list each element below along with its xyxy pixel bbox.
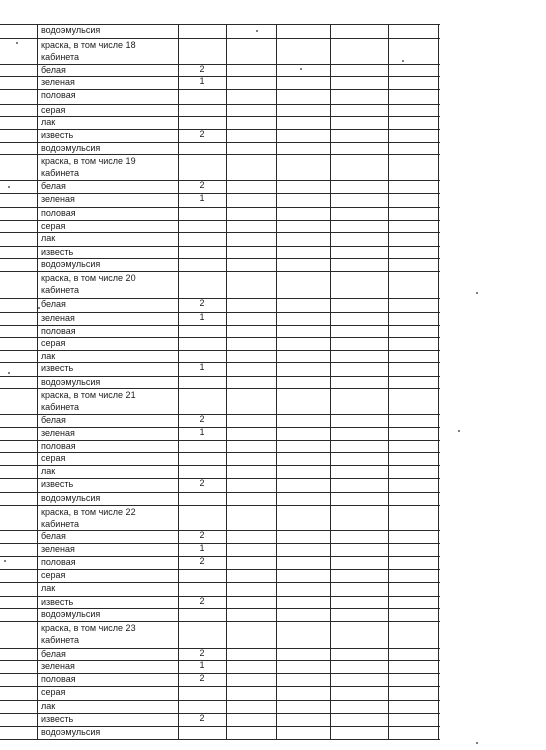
row-quantity: 2 — [199, 713, 205, 723]
row-label: известь — [41, 479, 74, 489]
row-label: лак — [41, 351, 56, 361]
row-label: половая — [41, 90, 76, 100]
row-label: белая — [41, 415, 66, 425]
scan-speck — [38, 307, 40, 309]
row-quantity: 1 — [199, 660, 205, 670]
row-label: половая — [41, 674, 76, 684]
scan-speck — [8, 372, 10, 374]
row-quantity: 2 — [199, 673, 205, 683]
row-rule — [0, 232, 440, 233]
scan-speck — [476, 292, 478, 294]
row-label: известь — [41, 363, 74, 373]
row-label: половая — [41, 441, 76, 451]
column-rule — [438, 24, 439, 740]
row-label: зеленая — [41, 544, 75, 554]
row-label: водоэмульсия — [41, 377, 101, 387]
row-label: краска, в том числе 22 кабинета — [41, 507, 136, 529]
row-label: серая — [41, 221, 66, 231]
column-rule — [276, 24, 277, 740]
row-quantity: 1 — [199, 543, 205, 553]
row-rule — [0, 452, 440, 453]
row-label: известь — [41, 247, 74, 257]
row-rule — [0, 337, 440, 338]
row-rule — [0, 686, 440, 687]
row-label: белая — [41, 65, 66, 75]
row-label: лак — [41, 466, 56, 476]
row-quantity: 2 — [199, 180, 205, 190]
scan-speck — [300, 68, 302, 70]
column-rule — [178, 24, 179, 740]
column-rule — [226, 24, 227, 740]
scan-speck — [16, 42, 18, 44]
row-quantity: 2 — [199, 64, 205, 74]
row-rule — [0, 700, 440, 701]
row-rule — [0, 220, 440, 221]
scan-speck — [402, 60, 404, 62]
row-label: водоэмульсия — [41, 727, 101, 737]
row-rule — [0, 569, 440, 570]
row-label: водоэмульсия — [41, 493, 101, 503]
row-quantity: 2 — [199, 414, 205, 424]
row-label: зеленая — [41, 313, 75, 323]
column-rule — [37, 24, 38, 740]
row-label: лак — [41, 583, 56, 593]
row-rule — [0, 582, 440, 583]
column-rule — [330, 24, 331, 740]
row-label: известь — [41, 597, 74, 607]
row-label: водоэмульсия — [41, 259, 101, 269]
row-label: серая — [41, 105, 66, 115]
scan-speck — [256, 30, 258, 32]
row-label: зеленая — [41, 77, 75, 87]
row-label: лак — [41, 701, 56, 711]
scan-speck — [4, 560, 6, 562]
row-rule — [0, 104, 440, 105]
column-rule — [388, 24, 389, 740]
row-label: серая — [41, 338, 66, 348]
row-rule — [0, 180, 440, 181]
row-rule — [0, 116, 440, 117]
row-rule — [0, 64, 440, 65]
row-quantity: 2 — [199, 530, 205, 540]
scan-speck — [458, 430, 460, 432]
row-label: лак — [41, 117, 56, 127]
row-label: серая — [41, 453, 66, 463]
row-quantity: 1 — [199, 193, 205, 203]
row-label: половая — [41, 326, 76, 336]
row-rule — [0, 739, 440, 740]
row-label: зеленая — [41, 428, 75, 438]
row-quantity: 1 — [199, 362, 205, 372]
row-quantity: 1 — [199, 312, 205, 322]
row-label: водоэмульсия — [41, 609, 101, 619]
row-label: краска, в том числе 23 кабинета — [41, 623, 136, 645]
row-label: серая — [41, 687, 66, 697]
row-label: белая — [41, 299, 66, 309]
row-quantity: 1 — [199, 76, 205, 86]
row-label: краска, в том числе 18 кабинета — [41, 40, 136, 62]
row-rule — [0, 298, 440, 299]
row-rule — [0, 414, 440, 415]
row-label: половая — [41, 557, 76, 567]
row-quantity: 2 — [199, 648, 205, 658]
scan-speck — [8, 186, 10, 188]
row-label: лак — [41, 233, 56, 243]
row-quantity: 2 — [199, 129, 205, 139]
row-label: краска, в том числе 19 кабинета — [41, 156, 136, 178]
row-quantity: 2 — [199, 596, 205, 606]
scan-speck — [476, 742, 478, 744]
row-label: водоэмульсия — [41, 143, 101, 153]
row-quantity: 2 — [199, 556, 205, 566]
row-label: зеленая — [41, 194, 75, 204]
row-quantity: 2 — [199, 298, 205, 308]
row-label: половая — [41, 208, 76, 218]
row-label: водоэмульсия — [41, 25, 101, 35]
row-label: белая — [41, 649, 66, 659]
row-quantity: 1 — [199, 427, 205, 437]
row-label: серая — [41, 570, 66, 580]
row-label: краска, в том числе 20 кабинета — [41, 273, 136, 295]
row-quantity: 2 — [199, 478, 205, 488]
row-label: белая — [41, 181, 66, 191]
row-label: краска, в том числе 21 кабинета — [41, 390, 136, 412]
row-label: известь — [41, 130, 74, 140]
row-rule — [0, 350, 440, 351]
row-label: белая — [41, 531, 66, 541]
row-label: известь — [41, 714, 74, 724]
row-label: зеленая — [41, 661, 75, 671]
row-rule — [0, 530, 440, 531]
row-rule — [0, 648, 440, 649]
row-rule — [0, 465, 440, 466]
